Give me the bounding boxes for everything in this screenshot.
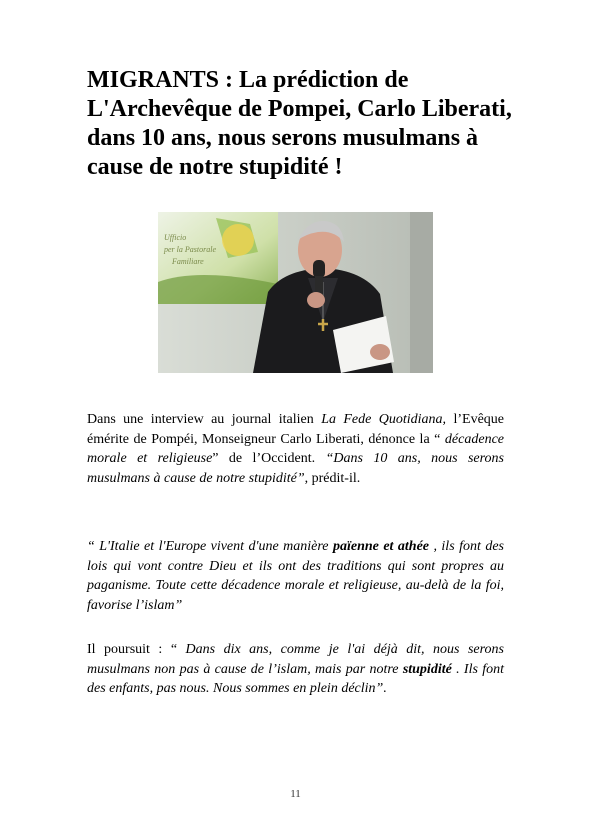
p1-text-2: l’Evêque émérite de Pompéi, Monseigneur Carlo Liberati, dénonce la “ [87,412,505,447]
p1-quote-1: décadence morale et religieuse [87,431,504,466]
photo-illustration [158,212,433,373]
paragraph-quote [87,537,504,615]
p3-text-1: Il poursuit : “ [87,642,186,657]
p1-text-1: Dans une interview au journal italien [87,412,322,427]
p1-text-3: ” de l’Occident. [212,451,326,466]
p2-text-1: “ L'Italie et l'Europe vivent d'une manière [87,539,333,554]
p3-bold: stupidité [402,661,452,677]
p1-quote-2: “Dans 10 ans, nous serons musulmans à cause de notre stupidité” [87,451,505,486]
paragraph-conclusion [87,640,504,699]
newspaper-name: La Fede Quotidiana, [321,412,447,427]
paragraph-intro [87,410,504,488]
archbishop-photo [158,212,433,373]
p1-text-4: , prédit-il. [304,470,361,486]
p2-bold: païenne et athée [332,539,429,554]
page-number: 11 [290,788,301,800]
banner-text-2: per la Pastorale [164,245,216,254]
banner-text-1: Ufficio [164,233,187,242]
p2-text-2: , ils font des lois qui vont contre Dieu et ils ont des traditions qui sont propres au paganisme. Toute cette décadence morale et religieuse, au-delà de la foi, favorise l’islam” [87,539,504,613]
p3-text-2: Dans dix ans, comme je l'ai déjà dit, nous serons musulmans non pas à cause de l’islam, mais par notre [87,642,504,677]
banner-text-3: Familiare [172,257,204,266]
article-title: MIGRANTS : La prédiction de L'Archevêque de Pompei, Carlo Liberati, dans 10 ans, nous serons musulmans à cause de notre stupidité ! [87,67,512,180]
p3-text-3: . Ils font des enfants, pas nous. Nous sommes en plein déclin”. [87,661,504,696]
